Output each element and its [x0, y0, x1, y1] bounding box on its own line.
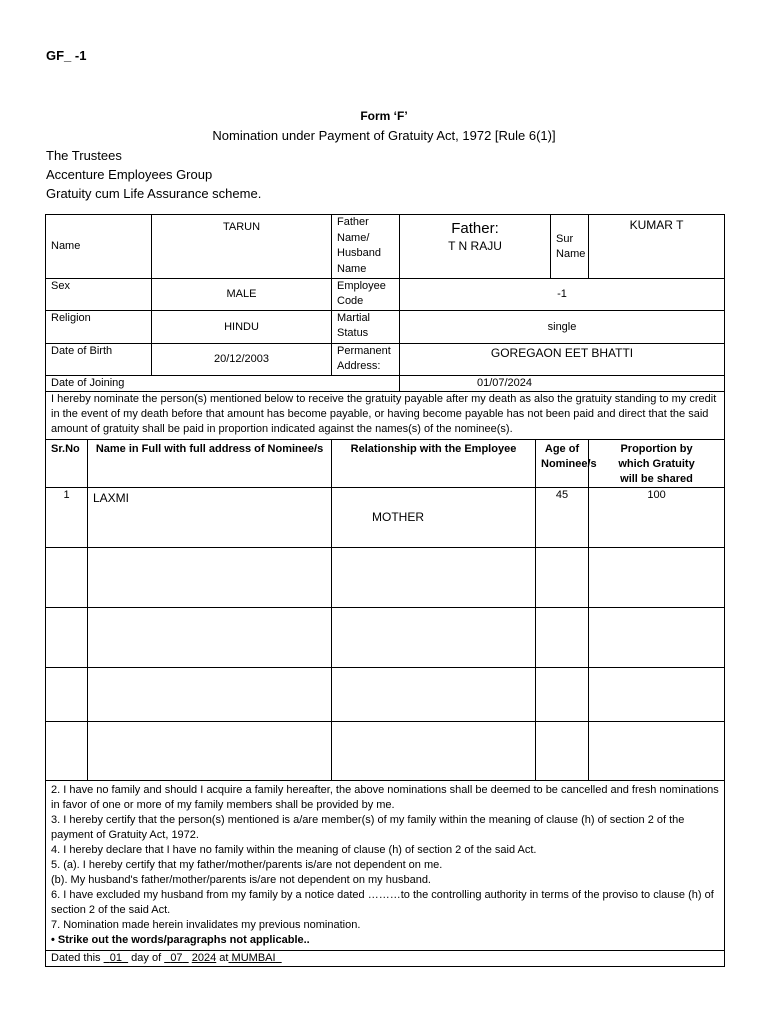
name-row: [46, 215, 725, 279]
father-name-cell[interactable]: [400, 215, 551, 279]
dated-place[interactable]: MUMBAI: [231, 952, 276, 964]
nominee-srno[interactable]: [46, 548, 88, 608]
sex-value[interactable]: MALE: [152, 279, 332, 311]
dated-prefix: Dated this: [51, 952, 101, 964]
employee-surname[interactable]: KUMAR T: [589, 215, 725, 279]
nominee-srno[interactable]: [46, 608, 88, 668]
table-row: [46, 488, 725, 548]
table-row: [46, 722, 725, 781]
note-2: 2. I have no family and should I acquire a family hereafter, the above nominations shall be deemed to be cancelled and fresh nominations in favor of one or more of my family members shall be provided by me.: [51, 784, 719, 811]
nominee-proportion[interactable]: 100: [589, 488, 725, 548]
nominee-proportion[interactable]: [589, 668, 725, 722]
srno-header: Sr.No: [46, 440, 88, 488]
declaration-text: I hereby nominate the person(s) mentioned below to receive the gratuity payable after my death as also the gratuity standing to my credit in the event of my death before that amount has become payable, or having become payable has not been paid and direct that the said amount of gratuity shall be paid in proportion indicated against the names(s) of the nominee(s).: [46, 392, 725, 440]
table-row: [46, 548, 725, 608]
nominee-age[interactable]: 45: [536, 488, 589, 548]
addressee-line-3: Gratuity cum Life Assurance scheme.: [46, 186, 262, 201]
nominee-name[interactable]: [88, 722, 332, 781]
nominee-srno[interactable]: [46, 722, 88, 781]
dated-day-label: day of: [131, 952, 162, 964]
permanent-address-label: Permanent Address:: [332, 344, 400, 376]
dated-year[interactable]: 2024: [191, 952, 217, 964]
father-name-label: Father Name/ Husband Name: [332, 215, 400, 279]
religion-label: Religion: [46, 311, 152, 344]
nominee-header-row: [46, 440, 725, 488]
nominee-relationship[interactable]: [332, 668, 536, 722]
dob-row: [46, 344, 725, 376]
dated-row: [46, 951, 725, 967]
nominee-name[interactable]: LAXMI: [88, 488, 332, 548]
notes-cell: [46, 781, 725, 951]
marital-status-label: Martial Status: [332, 311, 400, 344]
addressee-line-1: The Trustees: [46, 148, 122, 163]
sex-label: Sex: [46, 279, 152, 311]
form-subtitle: Nomination under Payment of Gratuity Act, 1972 [Rule 6(1)]: [212, 128, 556, 143]
nominee-name[interactable]: [88, 608, 332, 668]
nominee-relationship[interactable]: MOTHER: [332, 488, 536, 548]
permanent-address-value[interactable]: GOREGAON EET BHATTI: [400, 344, 725, 376]
father-heading: Father:: [451, 220, 499, 237]
declaration-row: [46, 392, 725, 440]
age-header: Age of Nominee/s: [536, 440, 589, 488]
nominee-srno[interactable]: 1: [46, 488, 88, 548]
sex-row: [46, 279, 725, 311]
dated-month[interactable]: 07: [170, 952, 183, 964]
employee-name[interactable]: TARUN: [152, 215, 332, 279]
father-name-value: T N RAJU: [448, 239, 502, 253]
nominee-proportion[interactable]: [589, 608, 725, 668]
note-6: 6. I have excluded my husband from my family by a notice dated ………to the controlling authority in terms of the proviso to clause (h) of section 2 of the said Act.: [51, 889, 714, 916]
nominee-name[interactable]: [88, 668, 332, 722]
doj-row: [46, 376, 725, 392]
dob-value[interactable]: 20/12/2003: [152, 344, 332, 376]
table-row: [46, 608, 725, 668]
religion-row: [46, 311, 725, 344]
nominee-relationship[interactable]: [332, 722, 536, 781]
dated-at-label: at: [219, 952, 229, 964]
nominee-age[interactable]: [536, 722, 589, 781]
nominee-relationship[interactable]: [332, 608, 536, 668]
doj-label: Date of Joining: [46, 376, 400, 392]
form-title: Form ‘F’: [360, 109, 408, 123]
religion-value[interactable]: HINDU: [152, 311, 332, 344]
note-4: 4. I hereby declare that I have no family within the meaning of clause (h) of section 2 of the said Act.: [51, 844, 537, 856]
relationship-header: Relationship with the Employee: [332, 440, 536, 488]
dated-day[interactable]: 01: [109, 952, 122, 964]
nomination-form-table: [45, 214, 725, 967]
nominee-age[interactable]: [536, 608, 589, 668]
nominee-proportion[interactable]: [589, 548, 725, 608]
nominee-srno[interactable]: [46, 668, 88, 722]
nominee-name-header: Name in Full with full address of Nominee/s: [88, 440, 332, 488]
dob-label: Date of Birth: [46, 344, 152, 376]
proportion-header: Proportion by which Gratuity will be shared: [589, 440, 725, 488]
nominee-age[interactable]: [536, 548, 589, 608]
employee-code-label: Employee Code: [332, 279, 400, 311]
addressee-line-2: Accenture Employees Group: [46, 167, 213, 182]
note-5a: 5. (a). I hereby certify that my father/mother/parents is/are not dependent on me.: [51, 859, 443, 871]
nominee-age[interactable]: [536, 668, 589, 722]
table-row: [46, 668, 725, 722]
dated-cell: [46, 951, 725, 967]
note-5b: (b). My husband's father/mother/parents is/are not dependent on my husband.: [51, 874, 431, 886]
marital-status-value[interactable]: single: [400, 311, 725, 344]
nominee-relationship[interactable]: [332, 548, 536, 608]
notes-row: [46, 781, 725, 951]
nominee-name[interactable]: [88, 548, 332, 608]
note-7: 7. Nomination made herein invalidates my previous nomination.: [51, 919, 361, 931]
name-label: Name: [46, 215, 152, 279]
employee-code-value[interactable]: -1: [400, 279, 725, 311]
surname-label: Sur Name: [551, 215, 589, 279]
note-3: 3. I hereby certify that the person(s) mentioned is a/are member(s) of my family within the meaning of clause (h) of section 2 of the payment of Gratuity Act, 1972.: [51, 814, 685, 841]
nominee-proportion[interactable]: [589, 722, 725, 781]
strike-out-note: • Strike out the words/paragraphs not applicable..: [51, 934, 310, 946]
form-reference: GF_ -1: [46, 48, 87, 63]
doj-value[interactable]: 01/07/2024: [400, 376, 725, 392]
